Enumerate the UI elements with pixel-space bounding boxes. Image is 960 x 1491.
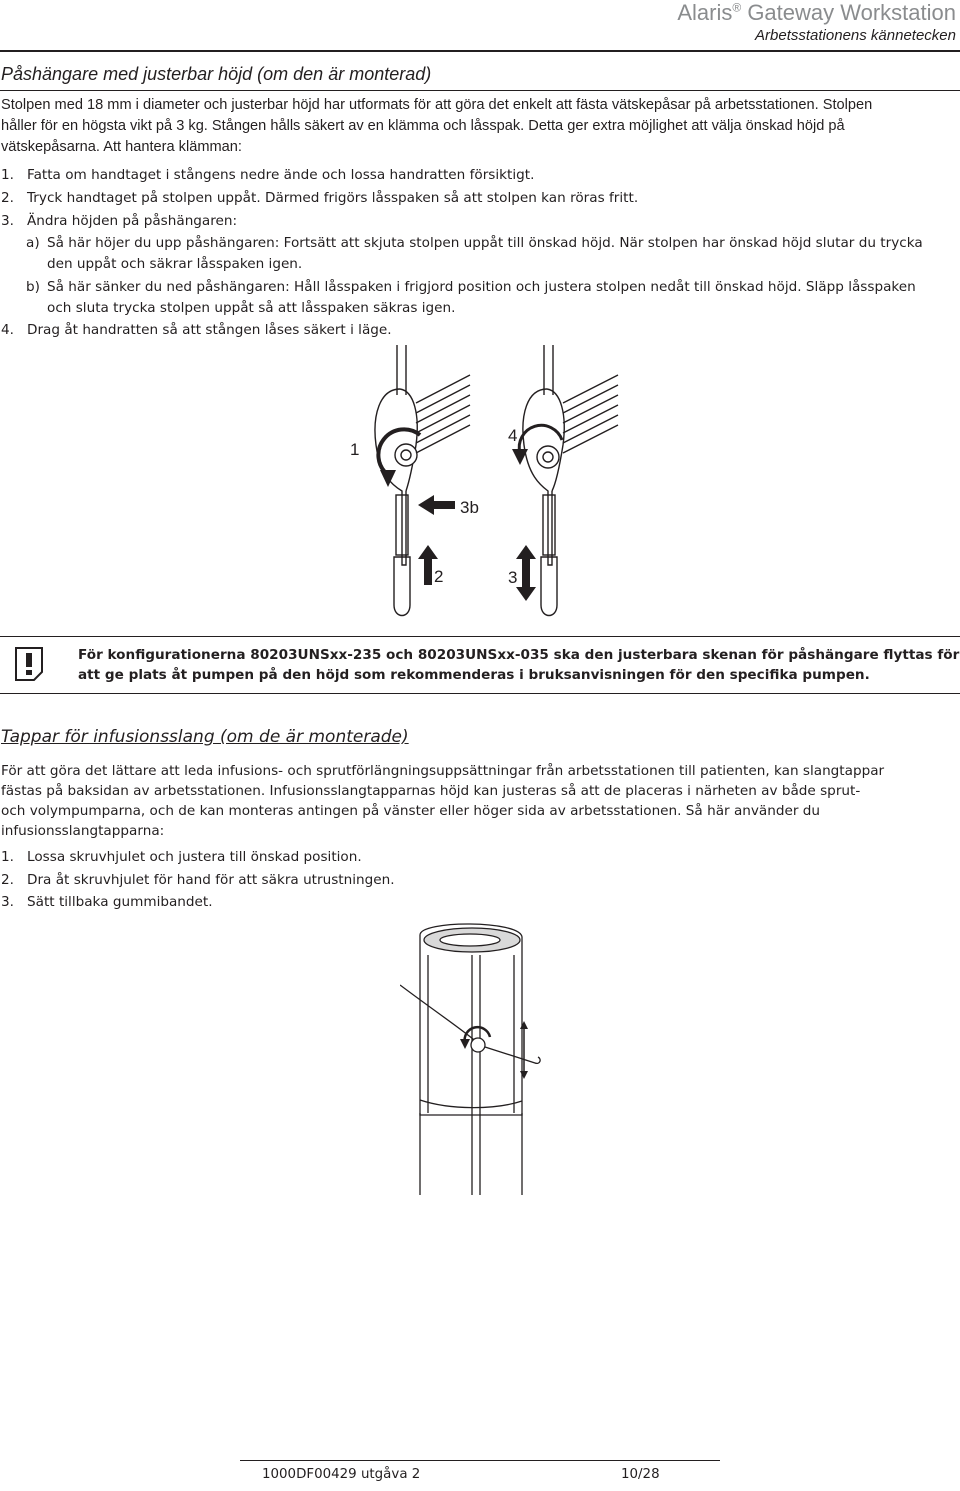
warning-note-text — [78, 645, 958, 685]
section-heading-tubing-posts: Tappar för infusionsslang (om de är monterade) — [1, 727, 409, 747]
left-arrow-icon — [418, 495, 455, 515]
header-rule — [0, 50, 960, 52]
sub-text-line: Så här höjer du upp påshängaren: Fortsätt att skjuta stolpen uppåt till önskad höjd. När stolpen har önskad höjd slutar du trycka — [47, 235, 923, 251]
sub-list-item — [26, 277, 956, 319]
intro-line: Stolpen med 18 mm i diameter och justerbar höjd har utformats för att göra det enkelt att fästa vätskepåsar på arbetsstationen. Stolpen — [1, 97, 873, 113]
section-heading-iv-pole: Påshängare med justerbar höjd (om den är monterad) — [1, 64, 432, 84]
figure-label: 1 — [350, 440, 360, 459]
step-text: Tryck handtaget på stolpen uppåt. Därmed frigörs låsspaken så att stolpen kan röras fritt. — [27, 190, 639, 206]
list-item — [1, 188, 951, 208]
list-item — [1, 165, 951, 185]
step-text: Dra åt skruvhjulet för hand för att säkra utrustningen. — [27, 872, 395, 888]
footer-document-number: 1000DF00429 utgåva 2 — [262, 1467, 421, 1482]
list-item — [1, 870, 951, 890]
step-text: Drag åt handratten så att stången låses säkert i läge. — [27, 322, 392, 338]
list-item — [1, 892, 951, 912]
figure-label: 3 — [508, 568, 518, 587]
sub-text-line: och sluta trycka stolpen uppåt så att låsspaken säkras igen. — [47, 300, 456, 316]
product-title: Alaris® Gateway Workstation — [677, 0, 956, 25]
intro-paragraph — [1, 95, 953, 158]
step-number: 2. — [1, 190, 14, 206]
intro-paragraph — [1, 761, 901, 841]
iv-pole-clamp-figure — [340, 345, 620, 625]
note-line: att ge plats åt pumpen på den höjd som rekommenderas i bruksanvisningen för den specifika pumpen. — [78, 667, 870, 683]
pole-right-illustration — [523, 345, 618, 616]
sub-letter: b) — [26, 279, 40, 295]
list-item — [1, 320, 951, 340]
list-item — [1, 847, 951, 867]
step-text: Sätt tillbaka gummibandet. — [27, 894, 213, 910]
step-number: 3. — [1, 894, 14, 910]
intro-line: håller för en högsta vikt på 3 kg. Stången hålls säkert av en klämma och låsspak. Detta ger extra möjlighet att välja önskad höjd på — [1, 118, 845, 134]
step-number: 4. — [1, 322, 14, 338]
intro-line: fästas på baksidan av arbetsstationen. Infusionsslangtapparnas höjd kan justeras så att de placeras i närheten av både sprut- — [1, 783, 861, 799]
intro-line: vätskepåsarna. Att hantera klämman: — [1, 139, 242, 155]
step-number: 1. — [1, 167, 14, 183]
footer-rule — [240, 1460, 720, 1461]
warning-icon — [12, 646, 46, 682]
step-number: 3. — [1, 213, 14, 229]
sub-text-line: Så här sänker du ned påshängaren: Håll låsspaken i frigjord position och justera stolpen nedåt till önskad höjd. Släpp låsspaken — [47, 279, 916, 295]
intro-line: och volympumparna, och de kan monteras antingen på vänster eller höger sida av arbetsstationen. Så här använder du — [1, 803, 821, 819]
list-item — [1, 211, 951, 231]
sub-list-item — [26, 233, 956, 275]
intro-line: infusionsslangtapparna: — [1, 823, 165, 839]
figure-label: 4 — [508, 426, 518, 445]
figure-label: 2 — [434, 567, 444, 586]
note-line: För konfigurationerna 80203UNSxx-235 och 80203UNSxx-035 ska den justerbara skenan för påshängare flyttas för — [78, 647, 960, 663]
sub-text-line: den uppåt och säkrar låsspaken igen. — [47, 256, 303, 272]
tubing-post-figure — [400, 915, 570, 1200]
step-number: 1. — [1, 849, 14, 865]
intro-line: För att göra det lättare att leda infusions- och sprutförlängningsuppsättningar från arbetsstationen till patienten, kan slangtappar — [1, 763, 885, 779]
step-text: Ändra höjden på påshängaren: — [27, 213, 238, 229]
up-down-arrow-icon — [516, 545, 536, 601]
footer-page-number: 10/28 — [621, 1467, 660, 1482]
step-number: 2. — [1, 872, 14, 888]
sub-letter: a) — [26, 235, 40, 251]
step-text: Fatta om handtaget i stångens nedre ände och lossa handratten försiktigt. — [27, 167, 535, 183]
section-rule — [0, 90, 960, 91]
step-text: Lossa skruvhjulet och justera till önskad position. — [27, 849, 362, 865]
section-subtitle: Arbetsstationens kännetecken — [755, 27, 956, 44]
figure-label: 3b — [460, 498, 479, 517]
